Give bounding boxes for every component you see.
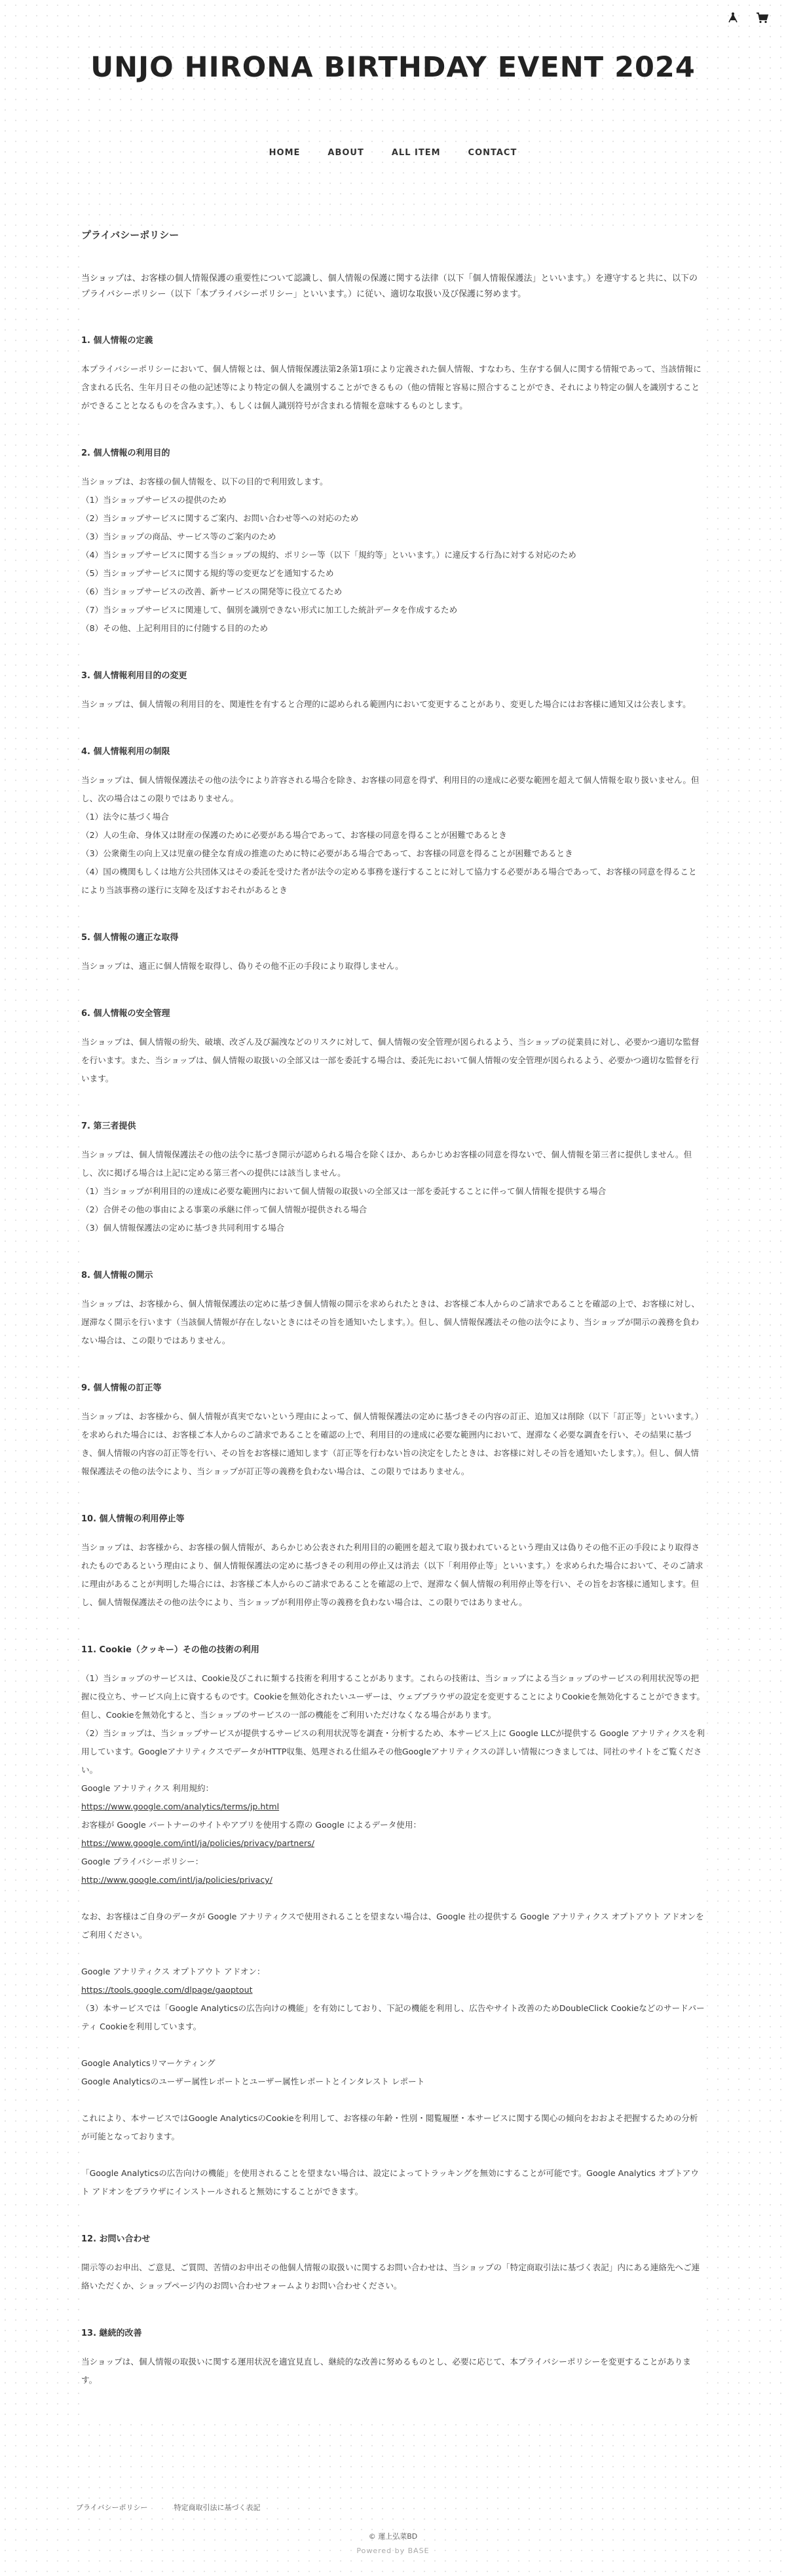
nav-contact[interactable]: CONTACT — [468, 148, 517, 158]
external-link[interactable]: http://www.google.com/intl/ja/policies/privacy/ — [81, 1875, 272, 1885]
section-text: 当ショップは、個人情報の利用目的を、関連性を有すると合理的に認められる範囲内において変更することがあり、変更した場合にはお客様に通知又は公表します。 — [81, 699, 691, 709]
cart-icon[interactable] — [756, 12, 769, 24]
section-title: 11. Cookie（クッキー）その他の技術の利用 — [81, 1645, 259, 1655]
policy-section — [81, 2232, 705, 2295]
section-text: お客様が Google パートナーのサイトやアプリを使用する際の Google によるデータ使用： — [81, 1820, 422, 1830]
policy-section — [81, 1381, 705, 1481]
section-title: 3. 個人情報利用目的の変更 — [81, 671, 187, 681]
nav-about[interactable]: ABOUT — [328, 148, 364, 158]
policy-sections — [81, 334, 705, 2389]
section-title: 7. 第三者提供 — [81, 1121, 136, 1131]
section-text: 当ショップは、お客様から、個人情報が真実でないという理由によって、個人情報保護法の定めに基づきその内容の訂正、追加又は削除（以下「訂正等」といいます。）を求められた場合には、お客様ご本人からのご請求であることを確認の上で、利用目的の達成に必要な範囲内において、遅滞なく必要な調査を行い、その結果に基づき、個人情報の内容の訂正等を行い、その旨をお客様に通知します（訂正等を行わない旨の決定をしたときは、お客様に対しその旨を通知いたします。）。但し、個人情報保護法その他の法令により、当ショップが訂正等の義務を負わない場合は、この限りではありません。 — [81, 1411, 703, 1476]
policy-section — [81, 334, 705, 415]
section-text: （8）その他、上記利用目的に付随する目的のため — [81, 623, 269, 633]
policy-section — [81, 2327, 705, 2389]
section-title: 12. お問い合わせ — [81, 2234, 151, 2244]
section-text: （3）本サービスでは「Google Analyticsの広告向けの機能」を有効にしており、下記の機能を利用し、広告やサイト改善のためDoubleClick Cookieなどのサードパーティ Cookieを利用しています。 — [81, 2003, 705, 2031]
section-text: （2）合併その他の事由による事業の承継に伴って個人情報が提供される場合 — [81, 1205, 367, 1214]
main-nav — [0, 148, 786, 158]
header-icons — [727, 12, 769, 24]
section-text: （2）人の生命、身体又は財産の保護のために必要がある場合であって、お客様の同意を得ることが困難であるとき — [81, 830, 507, 840]
section-text: （3）個人情報保護法の定めに基づき共同利用する場合 — [81, 1223, 285, 1233]
section-text: 当ショップは、お客様から、個人情報保護法の定めに基づき個人情報の開示を求められたときは、お客様ご本人からのご請求であることを確認の上で、お客様に対し、遅滞なく開示を行います（当該個人情報が存在しないときにはその旨を通知いたします。）。但し、個人情報保護法その他の法令により、当ショップが開示の義務を負わない場合は、この限りではありません。 — [81, 1299, 700, 1345]
policy-section — [81, 1269, 705, 1350]
section-link-line — [81, 1798, 705, 1816]
external-link[interactable]: https://www.google.com/analytics/terms/jp.html — [81, 1802, 280, 1811]
policy-section — [81, 931, 705, 975]
policy-section — [81, 1512, 705, 1612]
section-text: Google Analyticsのユーザー属性レポートとユーザー属性レポートとインタレスト レポート — [81, 2077, 425, 2086]
spacer — [81, 1889, 705, 1908]
section-text: なお、お客様はご自身のデータが Google アナリティクスで使用されることを望まない場合は、Google 社の提供する Google アナリティクス オプトアウト アドオンをご利用ください。 — [81, 1912, 704, 1940]
nav-home[interactable]: HOME — [269, 148, 301, 158]
section-title: 2. 個人情報の利用目的 — [81, 448, 170, 458]
account-icon[interactable] — [727, 12, 739, 24]
section-title: 8. 個人情報の開示 — [81, 1271, 153, 1280]
section-text: 本プライバシーポリシーにおいて、個人情報とは、個人情報保護法第2条第1項により定義された個人情報、すなわち、生存する個人に関する情報であって、当該情報に含まれる氏名、生年月日その他の記述等により特定の個人を識別することができるもの（他の情報と容易に照合することができ、それにより特定の個人を識別することができることとなるものを含みます。）、もしくは個人識別符号が含まれる情報を意味するものとします。 — [81, 364, 702, 410]
nav-all-item[interactable]: ALL ITEM — [391, 148, 441, 158]
section-text: （3）当ショップの商品、サービス等のご案内のため — [81, 532, 276, 541]
footer-tokusho-link[interactable]: 特定商取引法に基づく表記 — [174, 2503, 261, 2512]
section-text: 開示等のお申出、ご意見、ご質問、苦情のお申出その他個人情報の取扱いに関するお問い合わせは、当ショップの「特定商取引法に基づく表記」内にある連絡先へご連絡いただくか、ショップページ内のお問い合わせフォームよりお問い合わせください。 — [81, 2262, 700, 2291]
site-title[interactable]: UNJO HIRONA BIRTHDAY EVENT 2024 — [90, 51, 696, 84]
page-title: プライバシーポリシー — [81, 229, 179, 241]
spacer — [81, 1944, 705, 1963]
section-title: 6. 個人情報の安全管理 — [81, 1009, 170, 1019]
section-title: 10. 個人情報の利用停止等 — [81, 1514, 185, 1524]
section-text: （1）当ショップサービスの提供のため — [81, 495, 227, 505]
section-text: Google プライバシーポリシー： — [81, 1857, 204, 1866]
policy-section — [81, 669, 705, 714]
policy-section — [81, 446, 705, 638]
section-text: （3）公衆衛生の向上又は児童の健全な育成の推進のために特に必要がある場合であって、お客様の同意を得ることが困難であるとき — [81, 848, 573, 858]
spacer — [81, 2036, 705, 2054]
section-text: （4）当ショップサービスに関する当ショップの規約、ポリシー等（以下「規約等」といいます。）に違反する行為に対する対応のため — [81, 550, 576, 560]
section-text: 当ショップは、お客様の個人情報を、以下の目的で利用致します。 — [81, 477, 328, 486]
section-title: 13. 継続的改善 — [81, 2329, 142, 2338]
section-text: （1）法令に基づく場合 — [81, 812, 169, 822]
section-text: （4）国の機関もしくは地方公共団体又はその委託を受けた者が法令の定める事務を遂行することに対して協力する必要がある場合であって、お客様の同意を得ることにより当該事務の遂行に支障を及ぼすおそれがあるとき — [81, 867, 697, 895]
section-text: （1）当ショップが利用目的の達成に必要な範囲内において個人情報の取扱いの全部又は一部を委託することに伴って個人情報を提供する場合 — [81, 1186, 607, 1196]
policy-section — [81, 745, 705, 899]
section-text: （2）当ショップサービスに関するご案内、お問い合わせ等への対応のため — [81, 513, 359, 523]
policy-section — [81, 1119, 705, 1237]
section-text: （1）当ショップのサービスは、Cookie及びこれに類する技術を利用することがあります。これらの技術は、当ショップによる当ショップのサービスの利用状況等の把握に役立ち、サービス向上に資するものです。Cookieを無効化されたいユーザーは、ウェブブラウザの設定を変更することによりCookieを無効化することができます。但し、Cookieを無効化すると、当ショップのサービスの一部の機能をご利用いただけなくなる場合があります。 — [81, 1673, 705, 1720]
section-text: （6）当ショップサービスの改善、新サービスの開発等に役立てるため — [81, 587, 343, 596]
section-text: 当ショップは、個人情報の紛失、破壊、改ざん及び漏洩などのリスクに対して、個人情報の安全管理が図られるよう、当ショップの従業員に対し、必要かつ適切な監督を行います。また、当ショップは、個人情報の取扱いの全部又は一部を委託する場合は、委託先において個人情報の安全管理が図られるよう、必要かつ適切な監督を行います。 — [81, 1037, 700, 1083]
section-link-line — [81, 1834, 705, 1853]
section-text: Google アナリティクス 利用規約： — [81, 1783, 214, 1793]
policy-section — [81, 1007, 705, 1088]
section-link-line — [81, 1871, 705, 1889]
copyright: © 運上弘菜BD — [368, 2532, 418, 2541]
spacer — [81, 2146, 705, 2164]
section-title: 5. 個人情報の適正な取得 — [81, 933, 179, 943]
spacer — [81, 2091, 705, 2109]
section-title: 9. 個人情報の訂正等 — [81, 1383, 162, 1393]
section-text: これにより、本サービスではGoogle AnalyticsのCookieを利用して、お客様の年齢・性別・閲覧履歴・本サービスに関する関心の傾向をおおよそ把握するための分析が可能となっております。 — [81, 2113, 698, 2141]
section-text: Google アナリティクス オプトアウト アドオン： — [81, 1967, 265, 1976]
policy-content — [81, 228, 705, 2421]
section-link-line — [81, 1981, 705, 1999]
section-text: （5）当ショップサービスに関する規約等の変更などを通知するため — [81, 568, 334, 578]
section-text: 当ショップは、適正に個人情報を取得し、偽りその他不正の手段により取得しません。 — [81, 961, 403, 971]
footer-links — [76, 2502, 260, 2513]
section-text: （7）当ショップサービスに関連して、個別を識別できない形式に加工した統計データを作成するため — [81, 605, 458, 615]
policy-section — [81, 1643, 705, 2201]
section-text: Google Analyticsリマーケティング — [81, 2058, 215, 2068]
powered-by[interactable]: Powered by BASE — [356, 2547, 430, 2555]
section-text: 当ショップは、個人情報の取扱いに関する運用状況を適宜見直し、継続的な改善に努めるものとし、必要に応じて、本プライバシーポリシーを変更することがあります。 — [81, 2357, 691, 2385]
external-link[interactable]: https://tools.google.com/dlpage/gaoptout — [81, 1985, 253, 1995]
section-title: 1. 個人情報の定義 — [81, 336, 153, 346]
section-text: 当ショップは、お客様から、お客様の個人情報が、あらかじめ公表された利用目的の範囲を超えて取り扱われているという理由又は偽りその他不正の手段により取得されたものであるという理由により、個人情報保護法の定めに基づきその利用の停止又は消去（以下「利用停止等」といいます。）を求められた場合において、そのご請求に理由があることが判明した場合には、お客様ご本人からのご請求であることを確認の上で、遅滞なく個人情報の利用停止等を行い、その旨をお客様に通知します。但し、個人情報保護法その他の法令により、当ショップが利用停止等の義務を負わない場合は、この限りではありません。 — [81, 1542, 703, 1607]
section-text: 当ショップは、個人情報保護法その他の法令に基づき開示が認められる場合を除くほか、あらかじめお客様の同意を得ないで、個人情報を第三者に提供しません。但し、次に掲げる場合は上記に定める第三者への提供には該当しません。 — [81, 1150, 692, 1178]
section-text: 当ショップは、個人情報保護法その他の法令により許容される場合を除き、お客様の同意を得ず、利用目的の達成に必要な範囲を超えて個人情報を取り扱いません。但し、次の場合はこの限りではありません。 — [81, 775, 700, 803]
section-text: 「Google Analyticsの広告向けの機能」を使用されることを望まない場合は、設定によってトラッキングを無効にすることが可能です。Google Analytics オプトアウト アドオンをブラウザにインストールされると無効にすることができます。 — [81, 2168, 699, 2196]
external-link[interactable]: https://www.google.com/intl/ja/policies/privacy/partners/ — [81, 1838, 314, 1848]
footer-privacy-link[interactable]: プライバシーポリシー — [76, 2503, 148, 2512]
section-title: 4. 個人情報利用の制限 — [81, 747, 170, 757]
section-text: （2）当ショップは、当ショップサービスが提供するサービスの利用状況等を調査・分析するため、本サービス上に Google LLCが提供する Google アナリティクスを利用しています。GoogleアナリティクスでデータがHTTP収集、処理される仕組みその他Googleアナリティクスの詳しい情報につきましては、同社のサイトをご覧ください。 — [81, 1728, 705, 1775]
policy-lead: 当ショップは、お客様の個人情報保護の重要性について認識し、個人情報の保護に関する法律（以下「個人情報保護法」といいます。）を遵守すると共に、以下のプライバシーポリシー（以下「本プライバシーポリシー」といいます。）に従い、適切な取扱い及び保護に努めます。 — [81, 274, 698, 299]
